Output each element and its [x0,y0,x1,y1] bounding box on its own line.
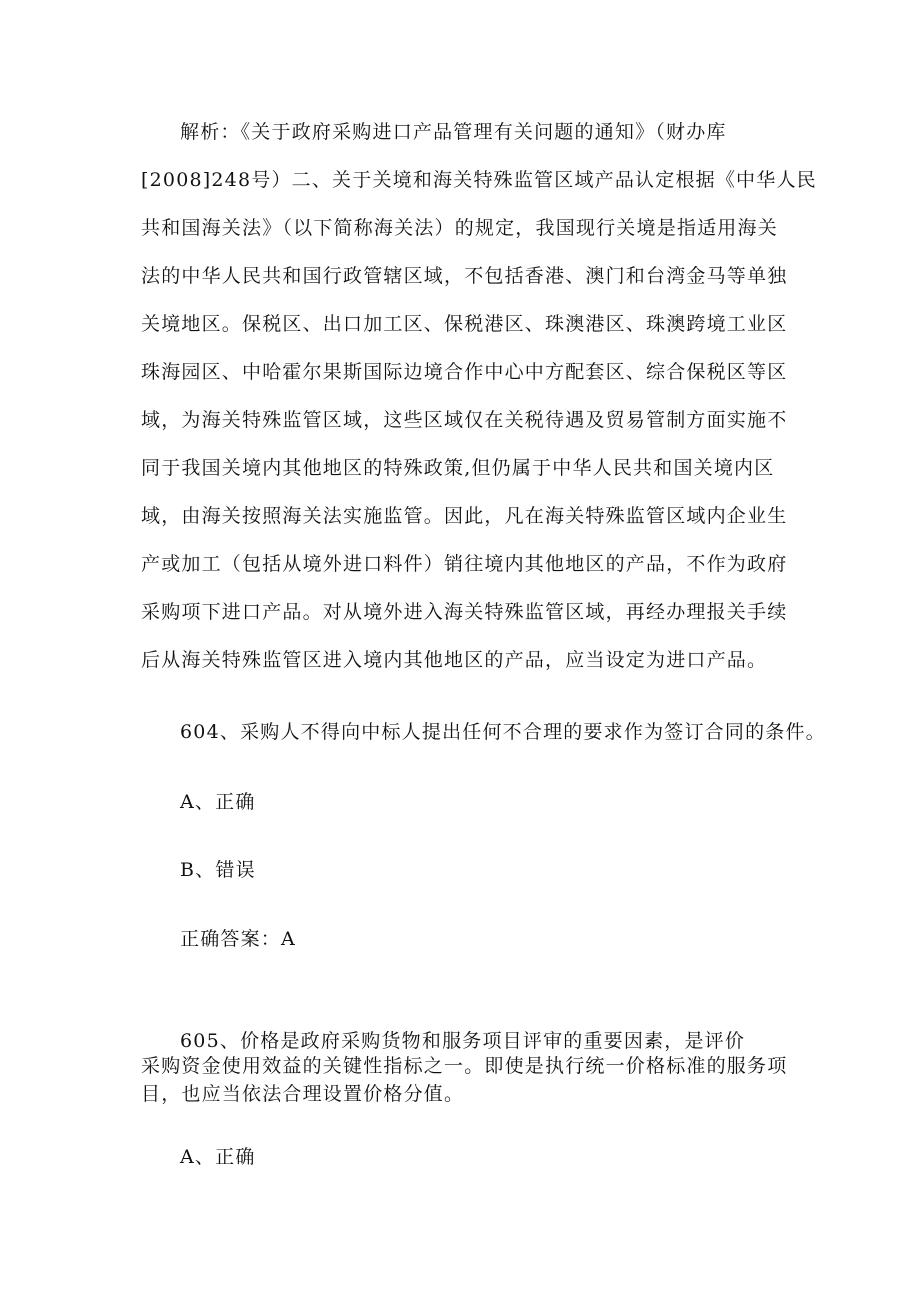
question-605-option-a: A、正确 [180,1146,256,1168]
analysis-line: 共和国海关法》（以下简称海关法）的规定，我国现行关境是指适用海关 [141,217,778,239]
analysis-line: 采购项下进口产品。对从境外进入海关特殊监管区域，再经办理报关手续 [141,601,788,623]
analysis-line: 解析：《关于政府采购进口产品管理有关问题的通知》（财办库 [180,121,727,143]
question-605-line-3: 目，也应当依法合理设置价格分值。 [141,1083,465,1105]
analysis-line: 产或加工（包括从境外进口料件）销往境内其他地区的产品，不作为政府 [141,553,788,575]
analysis-line: 域，为海关特殊监管区域，这些区域仅在关税待遇及贸易管制方面实施不 [141,409,788,431]
question-605-continuation [141,1052,787,1108]
question-604-answer: 正确答案：A [180,928,296,950]
analysis-line: 珠海园区、中哈霍尔果斯国际边境合作中心中方配套区、综合保税区等区 [141,361,788,383]
question-604-option-b: B、错误 [180,859,256,881]
analysis-line: 域，由海关按照海关法实施监管。因此，凡在海关特殊监管区域内企业生 [141,505,788,527]
analysis-paragraph [141,108,817,684]
analysis-line: 后从海关特殊监管区进入境内其他地区的产品，应当设定为进口产品。 [141,649,768,671]
question-604-option-a: A、正确 [180,791,256,813]
analysis-line: 关境地区。保税区、出口加工区、保税港区、珠澳港区、珠澳跨境工业区 [141,313,788,335]
analysis-line: [2008]248号）二、关于关境和海关特殊监管区域产品认定根据《中华人民 [141,169,817,191]
question-605-line-1: 605、价格是政府采购货物和服务项目评审的重要因素，是评价 [180,1030,746,1052]
analysis-line: 同于我国关境内其他地区的特殊政策,但仍属于中华人民共和国关境内区 [141,457,775,479]
question-605-line-2: 采购资金使用效益的关键性指标之一。即使是执行统一价格标准的服务项 [141,1055,788,1077]
question-604: 604、采购人不得向中标人提出任何不合理的要求作为签订合同的条件。 [180,721,826,743]
analysis-line: 法的中华人民共和国行政管辖区域，不包括香港、澳门和台湾金马等单独 [141,265,788,287]
